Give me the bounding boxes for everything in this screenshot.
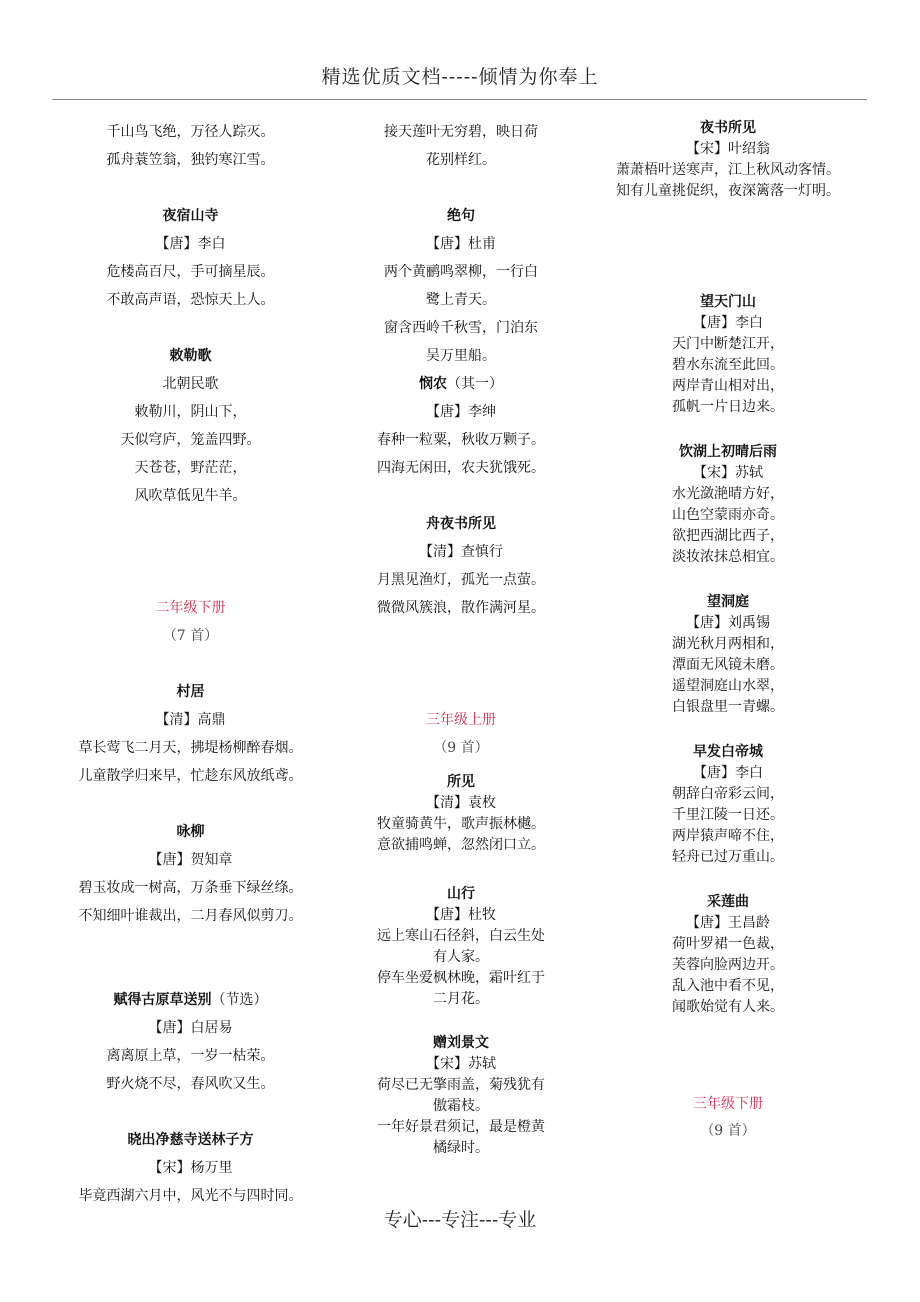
- poem-line: 牧童骑黄牛，歌声振林樾。: [377, 816, 545, 832]
- poem-ye-shu-suo-jian: [594, 118, 862, 202]
- poem-title-note: （其一）: [447, 376, 503, 392]
- poem-jue-ju: [350, 202, 572, 370]
- poem-line: 二月花。: [433, 991, 489, 1007]
- poem-line: 危楼高百尺，手可摘星辰。: [106, 264, 275, 280]
- poem-line: 一年好景君须记，最是橙黄: [377, 1119, 545, 1135]
- section-count: （7 首）: [162, 628, 219, 644]
- poem-line: 草长莺飞二月天，拂堤杨柳醉春烟。: [78, 740, 303, 756]
- poem-line: 远上寒山石径斜，白云生处: [377, 928, 545, 944]
- poem-line: 天苍苍，野茫茫，: [134, 460, 247, 476]
- poem-line: 潭面无风镜未磨。: [672, 657, 784, 673]
- poem-cun-ju: [58, 678, 323, 790]
- poem-line: 意欲捕鸣蝉，忽然闭口立。: [377, 837, 545, 853]
- poem-author: 【唐】贺知章: [148, 852, 233, 868]
- poem-line: 月黑见渔灯，孤光一点萤。: [377, 572, 545, 588]
- poem-line: 遥望洞庭山水翠，: [672, 678, 784, 694]
- poem-line: 停车坐爱枫林晚，霜叶红于: [377, 970, 545, 986]
- poem-line: 花别样红。: [426, 152, 496, 168]
- poem-author: 【唐】李白: [155, 236, 226, 252]
- poem-line: 萧萧梧叶送寒声，江上秋风动客情。: [616, 162, 840, 178]
- poem-line: 吴万里船。: [426, 348, 496, 364]
- poem-line: 四海无闲田，农夫犹饿死。: [377, 460, 545, 476]
- poem-line: 不知细叶谁裁出，二月春风似剪刀。: [78, 908, 303, 924]
- poem-suo-jian: [350, 772, 572, 856]
- poem-title: 饮湖上初晴后雨: [679, 444, 777, 460]
- page-header: 精选优质文档-----倾情为你奉上: [321, 66, 599, 88]
- poem-title: 夜宿山寺: [162, 208, 219, 224]
- poem-line: 敕勒川，阴山下，: [134, 404, 247, 420]
- section-title: 三年级上册: [426, 712, 496, 728]
- header-divider: [52, 99, 867, 100]
- poem-xiao-chu-jing-ci-si: [58, 1126, 323, 1210]
- poem-line: 天似穹庐，笼盖四野。: [120, 432, 261, 448]
- poem-line: 孤帆一片日边来。: [672, 399, 784, 415]
- poem-shan-xing: [350, 884, 572, 1010]
- poem-line: 千里江陵一日还。: [672, 807, 784, 823]
- poem-line: 乱入池中看不见，: [672, 978, 784, 994]
- poem-line: 两岸猿声啼不住，: [672, 828, 784, 844]
- poem-author: 【宋】杨万里: [148, 1160, 233, 1176]
- poem-title: 望天门山: [700, 294, 756, 310]
- poem-line: 儿童散学归来早，忙趁东风放纸鸢。: [78, 768, 303, 784]
- poem-zao-fa-bai-di-cheng: [594, 742, 862, 868]
- poem-line: 两岸青山相对出，: [672, 378, 784, 394]
- poem-zeng-liu-jing-wen: [350, 1033, 572, 1159]
- poem-title: 采莲曲: [707, 894, 749, 910]
- poem-line: 碧玉妆成一树高，万条垂下绿丝绦。: [78, 880, 303, 896]
- poem-zhou-ye-shu-suo-jian: [350, 510, 572, 622]
- poem-line: 碧水东流至此回。: [672, 357, 784, 373]
- poem-title: 咏柳: [176, 824, 205, 840]
- column-1: [58, 118, 323, 1210]
- section-count: （9 首）: [433, 740, 489, 756]
- poem-author: 【清】高鼎: [155, 712, 226, 728]
- poem-title: 山行: [447, 886, 475, 902]
- poem-line: 轻舟已过万重山。: [672, 849, 784, 865]
- poem-line: 朝辞白帝彩云间，: [672, 786, 784, 802]
- section-count: （9 首）: [700, 1123, 756, 1139]
- poem-author: 【唐】李白: [693, 765, 763, 781]
- poem-ye-su-shan-si: [58, 202, 323, 314]
- poem-title: 晓出净慈寺送林子方: [127, 1132, 254, 1148]
- poem-title: [350, 370, 572, 398]
- poem-line: 微微风簇浪，散作满河星。: [377, 600, 545, 616]
- poem-line: 知有儿童挑促织，夜深篱落一灯明。: [616, 183, 840, 199]
- poem-fu-de-gu-yuan-cao: [58, 986, 323, 1098]
- poem-line: 毕竟西湖六月中，风光不与四时同。: [78, 1188, 303, 1204]
- poem-title-text: 赋得古原草送别: [113, 992, 212, 1008]
- poem-title: 舟夜书所见: [426, 516, 496, 532]
- poem-author: 【唐】李白: [693, 315, 763, 331]
- poem-line: 橘绿时。: [433, 1140, 489, 1156]
- section-title: 二年级下册: [155, 600, 226, 616]
- poem-line: 欲把西湖比西子，: [672, 528, 784, 544]
- poem-line: 接天莲叶无穷碧，映日荷: [384, 124, 538, 140]
- poem-title: 敕勒歌: [169, 348, 212, 364]
- poem-title: 望洞庭: [707, 594, 749, 610]
- poem-author: 【宋】苏轼: [693, 465, 763, 481]
- poem-wang-dong-ting: [594, 592, 862, 718]
- poem-line: 不敢高声语，恐惊天上人。: [106, 292, 275, 308]
- poem-line: 风吹草低见牛羊。: [134, 488, 247, 504]
- poem-title: 绝句: [447, 208, 475, 224]
- poem-line: 芙蓉向脸两边开。: [672, 957, 784, 973]
- poem-author: 北朝民歌: [162, 376, 219, 392]
- poem-line: 荷叶罗裙一色裁，: [672, 936, 784, 952]
- poem-line: 湖光秋月两相和，: [672, 636, 784, 652]
- poem-line: 野火烧不尽，春风吹又生。: [106, 1076, 275, 1092]
- poem-yong-liu: [58, 818, 323, 930]
- poem-line: 孤舟蓑笠翁，独钓寒江雪。: [106, 152, 275, 168]
- poem-title: 村居: [176, 684, 205, 700]
- section-heading: [350, 706, 572, 762]
- poem-line: 山色空蒙雨亦奇。: [672, 507, 784, 523]
- poem-title: 早发白帝城: [693, 744, 763, 760]
- poem-author: 【宋】叶绍翁: [686, 141, 770, 157]
- poem-author: 【唐】杜甫: [426, 236, 496, 252]
- poem-line: 离离原上草，一岁一枯荣。: [106, 1048, 275, 1064]
- poem-title: [58, 986, 323, 1014]
- column-2: [350, 118, 572, 1159]
- poem-line: 水光潋滟晴方好，: [672, 486, 784, 502]
- poem-line: 淡妆浓抹总相宜。: [672, 549, 784, 565]
- poem-author: 【唐】杜牧: [426, 907, 496, 923]
- poem-line: 春种一粒粟，秋收万颗子。: [377, 432, 545, 448]
- poem-author: 【唐】刘禹锡: [686, 615, 770, 631]
- poem-line: 白银盘里一青螺。: [672, 699, 784, 715]
- column-3: [594, 118, 862, 1142]
- poem-line: 千山鸟飞绝，万径人踪灭。: [106, 124, 275, 140]
- poem-title: 赠刘景文: [433, 1035, 489, 1051]
- poem-line: 荷尽已无擎雨盖，菊残犹有: [377, 1077, 545, 1093]
- poem-author: 【宋】苏轼: [426, 1056, 496, 1072]
- poem-title-note: （节选）: [211, 992, 268, 1008]
- poem-fragment: [350, 118, 572, 174]
- poem-title-text: 悯农: [419, 376, 447, 392]
- poem-wang-tian-men-shan: [594, 292, 862, 418]
- poem-line: 两个黄鹂鸣翠柳，一行白: [384, 264, 538, 280]
- poem-author: 【清】袁枚: [426, 795, 496, 811]
- poem-author: 【唐】李绅: [426, 404, 496, 420]
- poem-line: 天门中断楚江开，: [672, 336, 784, 352]
- section-title: 三年级下册: [693, 1096, 763, 1112]
- poem-author: 【清】查慎行: [419, 544, 503, 560]
- poem-line: 窗含西岭千秋雪，门泊东: [384, 320, 538, 336]
- poem-block-compact: [350, 772, 572, 1159]
- poem-line: 有人家。: [433, 949, 489, 965]
- poem-yin-hu-shang: [594, 442, 862, 568]
- poem-chi-le-ge: [58, 342, 323, 510]
- poem-line: 鹭上青天。: [426, 292, 496, 308]
- poem-title: 夜书所见: [700, 120, 756, 136]
- poem-line: 闻歌始觉有人来。: [672, 999, 784, 1015]
- poem-min-nong: [350, 370, 572, 482]
- poem-fragment: [58, 118, 323, 174]
- section-heading: [58, 594, 323, 650]
- page-footer: 专心---专注---专业: [383, 1209, 537, 1231]
- poem-title: 所见: [447, 774, 475, 790]
- poem-author: 【唐】白居易: [148, 1020, 233, 1036]
- poem-line: 傲霜枝。: [433, 1098, 489, 1114]
- poem-author: 【唐】王昌龄: [686, 915, 770, 931]
- section-heading: [594, 1094, 862, 1142]
- poem-cai-lian-qu: [594, 892, 862, 1018]
